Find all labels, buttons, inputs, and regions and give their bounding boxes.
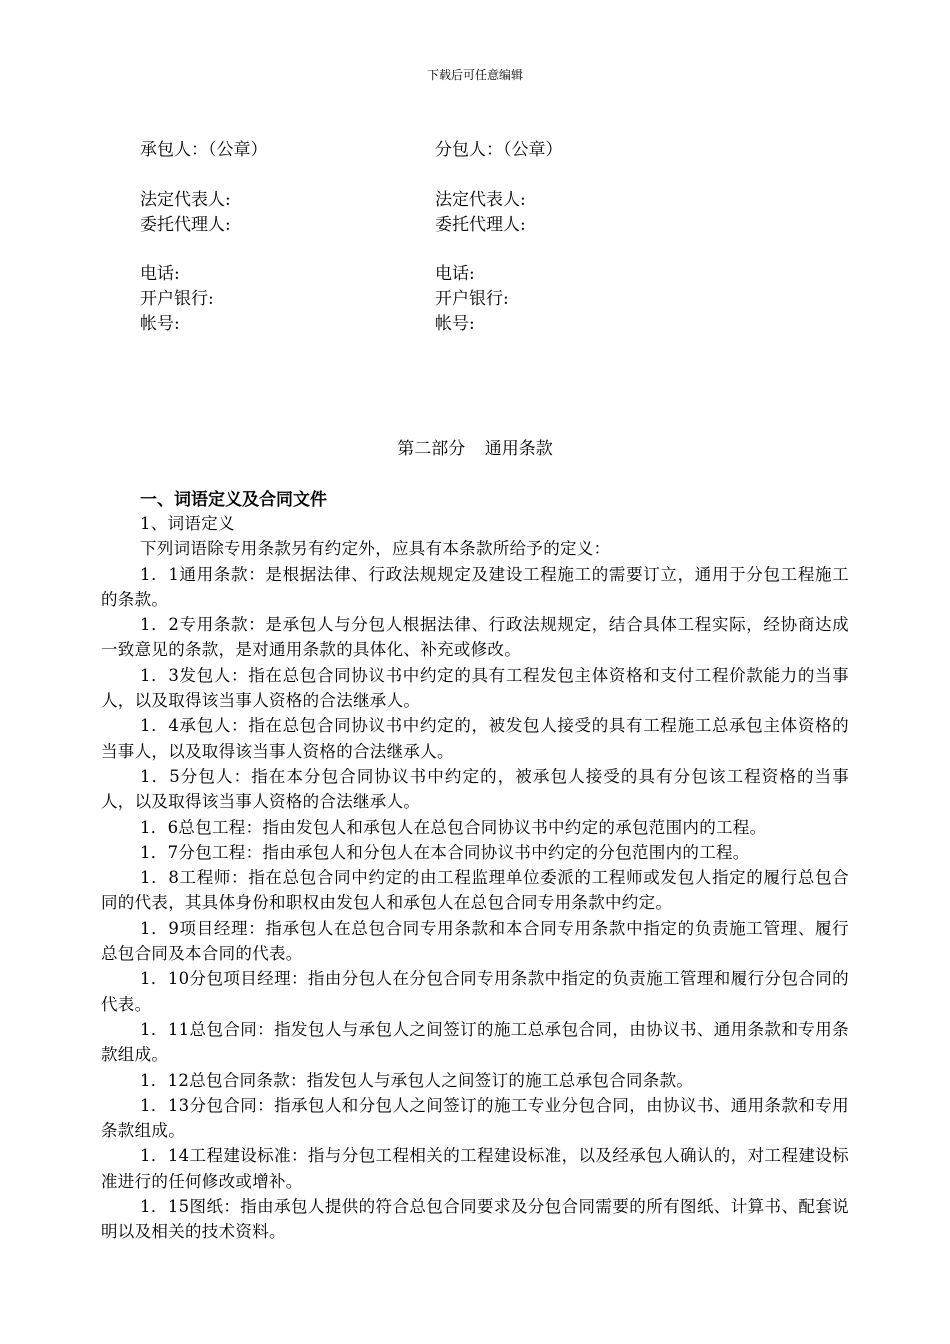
signature-row-legal-rep [140,187,840,213]
subcontractor-legal-rep-label: 法定代表人: [435,190,526,210]
contractor-account-label: 帐号: [140,314,180,334]
signature-row-seal [140,137,840,163]
contractor-bank-label: 开户银行: [140,289,214,309]
subcontractor-bank-label: 开户银行: [435,289,509,309]
clause-1-13: 1．13分包合同：指承包人和分包人之间签订的施工专业分包合同，由协议书、通用条款和专用条款组成。 [101,1095,849,1141]
signature-row-phone [140,261,840,287]
signature-row-bank [140,286,840,312]
clause-1-10: 1．10分包项目经理：指由分包人在分包合同专用条款中指定的负责施工管理和履行分包合同的代表。 [101,969,849,1014]
clause-body [101,511,849,1245]
subcontractor-agent-label: 委托代理人: [435,215,526,235]
clause-1-14: 1．14工程建设标准：指与分包工程相关的工程建设标准，以及经承包人确认的，对工程建设标准进行的任何修改或增补。 [101,1146,849,1191]
clause-1-2: 1．2专用条款：是承包人与分包人根据法律、行政法规规定，结合具体工程实际，经协商达成一致意见的条款，是对通用条款的具体化、补充或修改。 [101,615,849,660]
clause-1-6: 1．6总包工程：指由发包人和承包人在总包合同协议书中约定的承包范围内的工程。 [140,817,767,837]
contractor-seal-label: 承包人：（公章） [140,140,268,160]
clause-1-15: 1．15图纸：指由承包人提供的符合总包合同要求及分包合同需要的所有图纸、计算书、配套说明以及相关的技术资料。 [101,1197,849,1242]
clause-1-4: 1．4承包人：指在总包合同协议书中约定的，被发包人接受的具有工程施工总承包主体资格的当事人，以及取得该当事人资格的合法继承人。 [101,716,849,761]
contractor-agent-label: 委托代理人: [140,215,231,235]
subcontractor-phone-label: 电话: [435,264,475,284]
definitions-intro: 下列词语除专用条款另有约定外，应具有本条款所给予的定义： [140,539,611,559]
subcontractor-seal-label: 分包人：（公章） [435,140,563,160]
clause-1-5: 1．5分包人：指在本分包合同协议书中约定的，被承包人接受的具有分包该工程资格的当事人，以及取得该当事人资格的合法继承人。 [101,766,849,812]
section-heading: 一、词语定义及合同文件 [140,490,327,510]
subsection-heading: 1、词语定义 [140,514,235,533]
clause-1-12: 1．12总包合同条款：指发包人与承包人之间签订的施工总承包合同条款。 [140,1070,694,1090]
clause-1-8: 1．8工程师：指在总包合同中约定的由工程监理单位委派的工程师或发包人指定的履行总包合同的代表，其具体身份和职权由发包人和承包人在总包合同专用条款中约定。 [101,868,849,913]
clause-1-1: 1．1通用条款：是根据法律、行政法规规定及建设工程施工的需要订立，通用于分包工程施工的条款。 [101,564,849,609]
header-note: 下载后可任意编辑 [426,68,523,82]
part-title: 第二部分 通用条款 [397,439,553,459]
clause-1-3: 1．3发包人：指在总包合同协议书中约定的具有工程发包主体资格和支付工程价款能力的当事人，以及取得该当事人资格的合法继承人。 [101,665,849,711]
subcontractor-account-label: 帐号: [435,314,475,334]
clause-1-7: 1．7分包工程：指由承包人和分包人在本合同协议书中约定的分包范围内的工程。 [140,842,750,862]
signature-row-account [140,311,840,337]
contractor-phone-label: 电话: [140,264,180,284]
clause-1-9: 1．9项目经理：指承包人在总包合同专用条款和本合同专用条款中指定的负责施工管理、履行总包合同及本合同的代表。 [101,918,849,964]
contractor-legal-rep-label: 法定代表人: [140,190,231,210]
clause-1-11: 1．11总包合同：指发包人与承包人之间签订的施工总承包合同，由协议书、通用条款和专用条款组成。 [101,1019,849,1065]
signature-row-agent [140,212,840,238]
